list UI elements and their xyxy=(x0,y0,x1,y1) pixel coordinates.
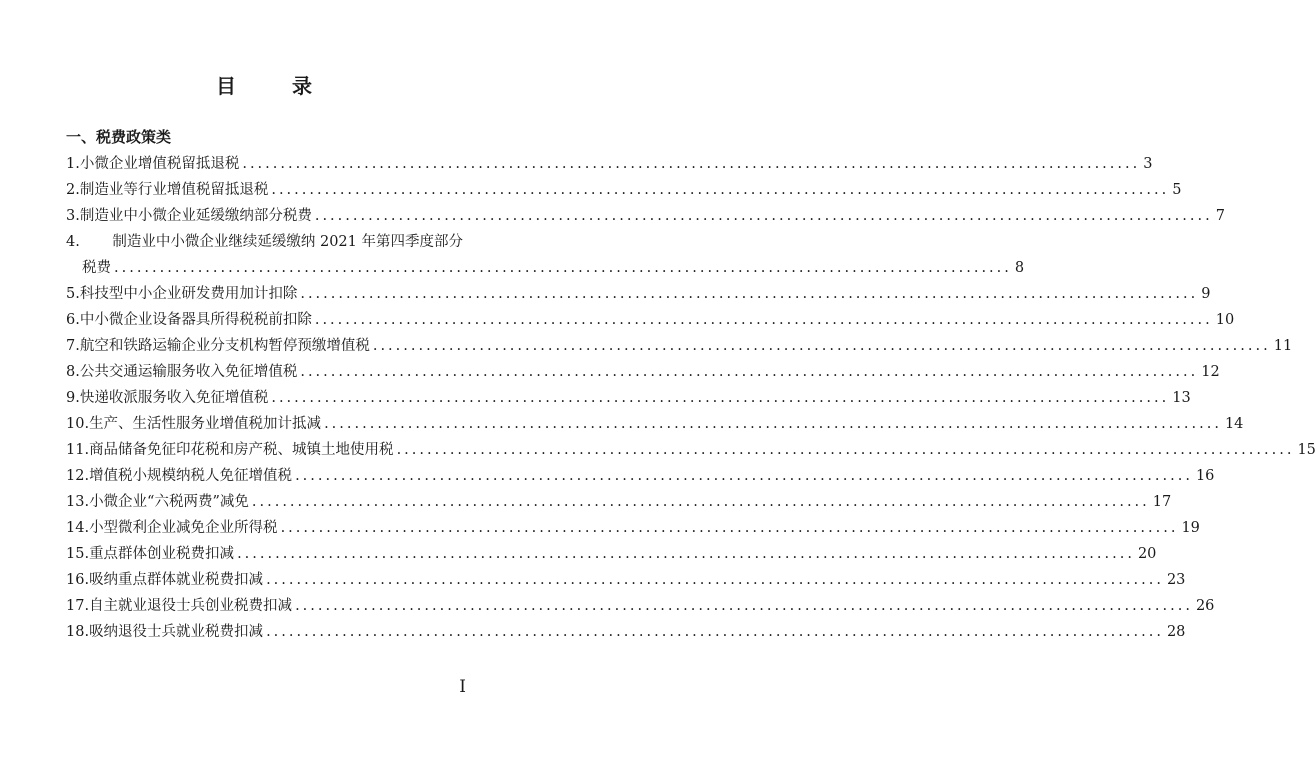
toc-entry-number: 8. xyxy=(66,364,80,380)
toc-entry[interactable] xyxy=(66,359,1220,385)
toc-entry-number: 2. xyxy=(66,182,80,198)
toc-entry-title: 中小微企业设备器具所得税税前扣除 xyxy=(79,312,312,328)
dot-leader xyxy=(281,515,1179,541)
toc-entry-number: 9. xyxy=(66,390,80,406)
dot-leader xyxy=(266,567,1164,593)
toc-entry[interactable] xyxy=(66,281,1211,307)
toc-entry-number: 1. xyxy=(66,156,80,172)
toc-entry-title: 小微企业增值税留抵退税 xyxy=(79,156,240,172)
toc-entry-number: 10. xyxy=(66,416,90,432)
toc-entry-title: 生产、生活性服务业增值税加计抵减 xyxy=(89,416,322,432)
toc-entry-number: 7. xyxy=(66,338,80,354)
toc-entry[interactable] xyxy=(66,177,1182,203)
toc-entry-number: 13. xyxy=(66,494,90,510)
toc-entry-page: 15 xyxy=(1297,442,1316,458)
toc-entry-title: 商品储备免征印花税和房产税、城镇土地使用税 xyxy=(89,442,394,458)
toc-entry-title: 公共交通运输服务收入免征增值税 xyxy=(79,364,298,380)
toc-entry-number: 15. xyxy=(66,546,90,562)
toc-entry-page: 11 xyxy=(1273,338,1293,354)
toc-entry[interactable] xyxy=(66,619,1186,645)
dot-leader xyxy=(324,411,1222,437)
toc-entry[interactable] xyxy=(66,489,1172,515)
toc-entry[interactable] xyxy=(66,463,1215,489)
dot-leader xyxy=(397,437,1295,463)
dot-leader xyxy=(271,177,1169,203)
toc-entry-number: 16. xyxy=(66,572,90,588)
toc-entry-number: 17. xyxy=(66,598,90,614)
toc-entry[interactable] xyxy=(66,151,1153,177)
section-heading: 一、税费政策类 xyxy=(66,128,172,146)
toc-entry-number: 6. xyxy=(66,312,80,328)
toc-entry-page: 9 xyxy=(1201,286,1211,302)
toc-entry-title: 吸纳重点群体就业税费扣减 xyxy=(89,572,264,588)
toc-entry-title: 重点群体创业税费扣减 xyxy=(89,546,235,562)
toc-entry-page: 14 xyxy=(1224,416,1244,432)
dot-leader xyxy=(295,593,1193,619)
toc-entry-page: 10 xyxy=(1215,312,1235,328)
toc-entry-number: 3. xyxy=(66,208,80,224)
dot-leader xyxy=(315,203,1213,229)
toc-entry[interactable] xyxy=(66,307,1235,333)
toc-entry-title: 小微企业“六税两费”减免 xyxy=(89,494,249,510)
toc-entry-page: 17 xyxy=(1152,494,1172,510)
toc-entry[interactable] xyxy=(66,541,1157,567)
toc-entry[interactable] xyxy=(66,567,1186,593)
dot-leader xyxy=(315,307,1213,333)
toc-entry-page: 20 xyxy=(1137,546,1157,562)
toc-entry[interactable] xyxy=(66,515,1200,541)
toc-entry-page: 8 xyxy=(1014,260,1025,276)
toc-entry-page: 26 xyxy=(1195,598,1215,614)
toc-entry-page: 28 xyxy=(1166,624,1186,640)
dot-leader xyxy=(114,255,1012,281)
toc-entry-title: 吸纳退役士兵就业税费扣减 xyxy=(89,624,264,640)
dot-leader xyxy=(373,333,1271,359)
dot-leader xyxy=(242,151,1140,177)
toc-entry[interactable] xyxy=(66,437,1316,463)
toc-entry[interactable] xyxy=(66,385,1191,411)
toc-entry-title: 制造业中小微企业延缓缴纳部分税费 xyxy=(79,208,312,224)
toc-entry-title: 科技型中小企业研发费用加计扣除 xyxy=(79,286,298,302)
toc-entry-number: 14. xyxy=(66,520,90,536)
toc-entry-page: 13 xyxy=(1172,390,1191,406)
page-title: 目 录 xyxy=(216,74,330,98)
dot-leader xyxy=(237,541,1135,567)
toc-entry-number: 4. xyxy=(66,234,80,250)
dot-leader xyxy=(300,359,1198,385)
toc-entry-number: 18. xyxy=(66,624,90,640)
dot-leader xyxy=(252,489,1150,515)
toc-entry-number: 5. xyxy=(66,286,80,302)
toc-entry-continuation[interactable] xyxy=(66,255,1025,281)
dot-leader xyxy=(300,281,1198,307)
toc-entry-page: 3 xyxy=(1143,156,1153,172)
toc-entry-page: 23 xyxy=(1166,572,1186,588)
table-of-contents xyxy=(66,151,1316,645)
toc-entry[interactable] xyxy=(66,411,1244,437)
toc-entry-title: 制造业中小微企业继续延缓缴纳 2021 年第四季度部分 xyxy=(112,234,463,250)
toc-entry[interactable] xyxy=(66,333,1293,359)
toc-entry-title: 增值税小规模纳税人免征增值税 xyxy=(89,468,293,484)
toc-entry-number: 12. xyxy=(66,468,90,484)
toc-entry-title: 自主就业退役士兵创业税费扣减 xyxy=(89,598,293,614)
toc-entry-title-continued: 税费 xyxy=(82,260,111,276)
toc-entry-title: 制造业等行业增值税留抵退税 xyxy=(79,182,269,198)
toc-entry[interactable] xyxy=(66,593,1215,619)
toc-entry-page: 16 xyxy=(1195,468,1215,484)
toc-entry-number: 11. xyxy=(66,442,90,458)
page-folio: I xyxy=(459,677,466,697)
dot-leader xyxy=(295,463,1193,489)
toc-entry-title: 小型微利企业减免企业所得税 xyxy=(89,520,278,536)
toc-entry[interactable] xyxy=(66,203,1225,229)
dot-leader xyxy=(266,619,1164,645)
toc-entry-title: 快递收派服务收入免征增值税 xyxy=(79,390,269,406)
toc-entry[interactable] xyxy=(66,229,463,255)
toc-entry-page: 7 xyxy=(1215,208,1225,224)
toc-entry-page: 19 xyxy=(1181,520,1200,536)
toc-entry-title: 航空和铁路运输企业分支机构暂停预缴增值税 xyxy=(79,338,370,354)
toc-entry-page: 5 xyxy=(1172,182,1182,198)
toc-entry-page: 12 xyxy=(1201,364,1220,380)
dot-leader xyxy=(271,385,1169,411)
